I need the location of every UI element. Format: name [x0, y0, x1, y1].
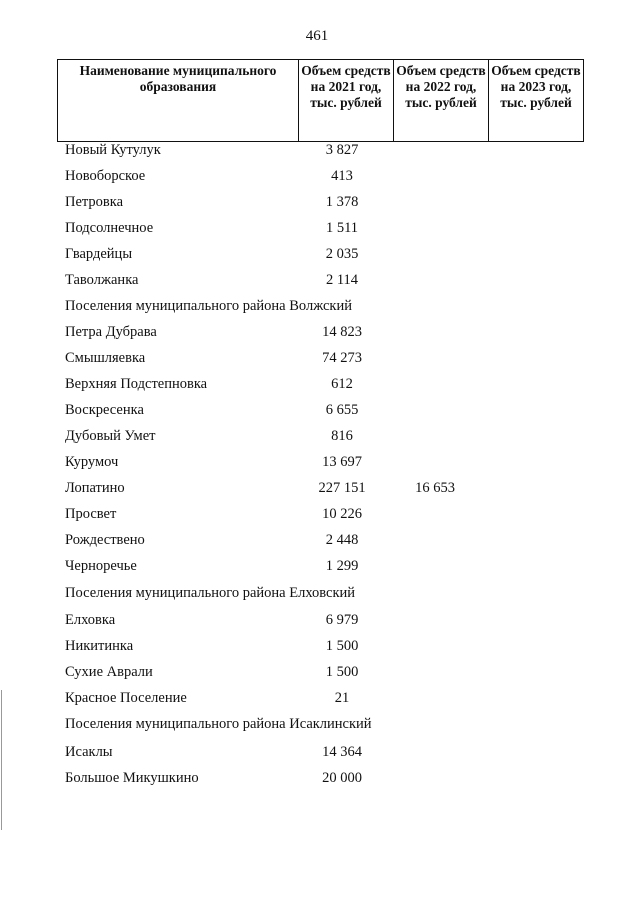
table-row — [0, 744, 634, 770]
row-value-2021: 2 448 — [325, 532, 359, 548]
row-value-2021: 3 827 — [325, 142, 359, 158]
row-value-2021: 1 511 — [325, 220, 359, 236]
row-value-2021: 612 — [331, 376, 353, 392]
row-name: Новоборское — [65, 168, 146, 184]
row-value-2021: 13 697 — [322, 454, 362, 470]
row-value-2021: 816 — [331, 428, 353, 444]
row-name: Верхняя Подстепновка — [65, 376, 208, 392]
row-name: Красное Поселение — [65, 690, 187, 706]
table-row — [0, 612, 634, 638]
table-row — [0, 770, 634, 796]
table-row — [0, 638, 634, 664]
row-value-2021: 2 035 — [325, 246, 359, 262]
row-name: Поселения муниципального района Елховский — [65, 585, 356, 601]
row-name: Дубовый Умет — [65, 428, 156, 444]
row-name: Поселения муниципального района Волжский — [65, 298, 352, 314]
row-name: Никитинка — [65, 638, 134, 654]
table-row — [0, 716, 634, 742]
table-row — [0, 298, 634, 324]
row-value-2021: 227 151 — [318, 480, 366, 496]
row-value-2021: 2 114 — [325, 272, 359, 288]
row-name: Лопатино — [65, 480, 125, 496]
row-value-2021: 21 — [334, 690, 350, 706]
row-name: Гвардейцы — [65, 246, 133, 262]
row-name: Черноречье — [65, 558, 137, 574]
row-name: Елховка — [65, 612, 116, 628]
row-value-2021: 14 823 — [322, 324, 362, 340]
table-row — [0, 480, 634, 506]
row-name: Смышляевка — [65, 350, 146, 366]
table-row — [0, 585, 634, 611]
header-2021: Объем средств на 2021 год, тыс. рублей — [299, 60, 394, 142]
row-value-2021: 6 979 — [325, 612, 359, 628]
row-value-2021: 1 299 — [325, 558, 359, 574]
table-row — [0, 350, 634, 376]
row-value-2021: 1 500 — [325, 664, 359, 680]
table-row — [0, 376, 634, 402]
table-row — [0, 194, 634, 220]
table-row — [0, 532, 634, 558]
header-2022: Объем средств на 2022 год, тыс. рублей — [394, 60, 489, 142]
row-value-2021: 20 000 — [322, 770, 362, 786]
table-header — [57, 59, 584, 142]
row-value-2021: 14 364 — [322, 744, 362, 760]
row-name: Таволжанка — [65, 272, 139, 288]
row-name: Поселения муниципального района Исаклинский — [65, 716, 372, 732]
table-row — [0, 690, 634, 716]
row-name: Подсолнечное — [65, 220, 154, 236]
table-row — [0, 246, 634, 272]
row-value-2021: 1 378 — [325, 194, 359, 210]
row-name: Воскресенка — [65, 402, 144, 418]
row-name: Рождествено — [65, 532, 145, 548]
row-value-2021: 413 — [331, 168, 353, 184]
table-row — [0, 664, 634, 690]
table-row — [0, 142, 634, 168]
table-row — [0, 558, 634, 584]
page-number: 461 — [305, 28, 329, 44]
row-name: Большое Микушкино — [65, 770, 199, 786]
table-row — [0, 324, 634, 350]
header-name: Наименование муниципального образования — [58, 60, 299, 142]
table-row — [0, 428, 634, 454]
row-value-2022: 16 653 — [415, 480, 455, 496]
row-name: Петра Дубрава — [65, 324, 157, 340]
table-row — [0, 454, 634, 480]
row-name: Петровка — [65, 194, 124, 210]
table-row — [0, 506, 634, 532]
row-value-2021: 10 226 — [322, 506, 362, 522]
row-name: Новый Кутулук — [65, 142, 161, 158]
row-value-2021: 6 655 — [325, 402, 359, 418]
row-name: Просвет — [65, 506, 117, 522]
header-2023: Объем средств на 2023 год, тыс. рублей — [489, 60, 584, 142]
table-row — [0, 168, 634, 194]
table-row — [0, 402, 634, 428]
row-name: Курумоч — [65, 454, 119, 470]
row-value-2021: 74 273 — [322, 350, 362, 366]
row-value-2021: 1 500 — [325, 638, 359, 654]
table-row — [0, 220, 634, 246]
row-name: Сухие Аврали — [65, 664, 153, 680]
row-name: Исаклы — [65, 744, 113, 760]
table-row — [0, 272, 634, 298]
